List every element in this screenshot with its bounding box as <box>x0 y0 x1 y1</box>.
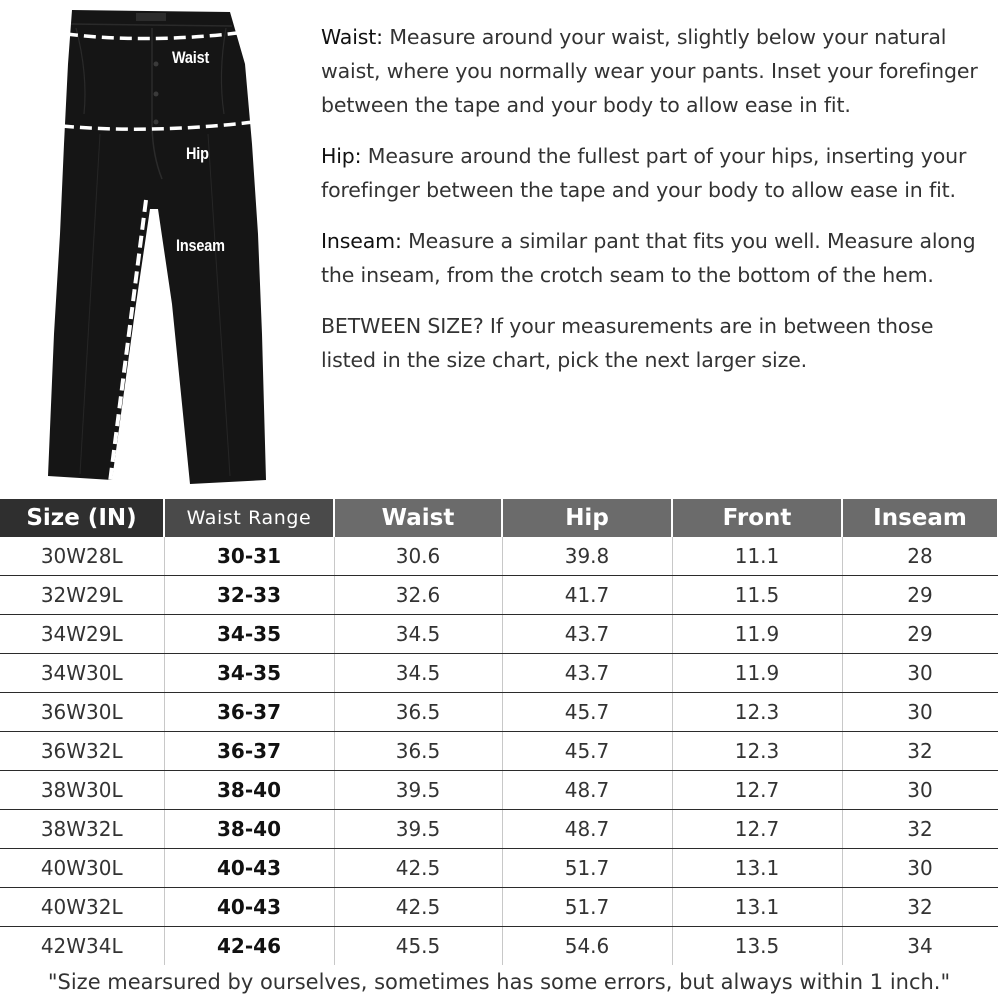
inseam-cell: 32 <box>842 732 998 771</box>
hip-instruction <box>321 139 981 207</box>
front-cell: 12.3 <box>672 732 842 771</box>
front-cell: 11.5 <box>672 576 842 615</box>
waist-range-cell: 34-35 <box>164 654 334 693</box>
waist-range-cell: 30-31 <box>164 537 334 576</box>
inseam-cell: 30 <box>842 693 998 732</box>
inseam-cell: 30 <box>842 654 998 693</box>
front-cell: 12.3 <box>672 693 842 732</box>
waist-cell: 34.5 <box>334 654 502 693</box>
header-waist: Waist <box>334 499 502 537</box>
hip-figure-label: Hip <box>186 144 209 163</box>
hip-cell: 51.7 <box>502 849 672 888</box>
between-size-note: BETWEEN SIZE? If your measurements are in between those listed in the size chart, pick the next larger size. <box>321 314 934 372</box>
waist-cell: 42.5 <box>334 888 502 927</box>
waist-range-cell: 32-33 <box>164 576 334 615</box>
size-chart-table <box>0 499 998 965</box>
waist-range-cell: 36-37 <box>164 732 334 771</box>
pants-illustration <box>40 4 280 490</box>
waist-range-cell: 40-43 <box>164 849 334 888</box>
front-cell: 13.1 <box>672 849 842 888</box>
table-row <box>0 771 998 810</box>
table-row <box>0 537 998 576</box>
front-cell: 13.1 <box>672 888 842 927</box>
hip-term: Hip: <box>321 144 362 168</box>
table-header-row <box>0 499 998 537</box>
waist-cell: 36.5 <box>334 693 502 732</box>
header-front: Front <box>672 499 842 537</box>
inseam-term: Inseam: <box>321 229 402 253</box>
front-cell: 11.1 <box>672 537 842 576</box>
waist-cell: 30.6 <box>334 537 502 576</box>
inseam-cell: 29 <box>842 615 998 654</box>
size-cell: 40W30L <box>0 849 164 888</box>
table-row <box>0 693 998 732</box>
inseam-cell: 29 <box>842 576 998 615</box>
waist-cell: 39.5 <box>334 810 502 849</box>
inseam-instruction <box>321 224 981 292</box>
size-cell: 42W34L <box>0 927 164 966</box>
size-cell: 32W29L <box>0 576 164 615</box>
waist-range-cell: 38-40 <box>164 810 334 849</box>
front-cell: 11.9 <box>672 654 842 693</box>
header-inseam: Inseam <box>842 499 998 537</box>
waist-range-cell: 40-43 <box>164 888 334 927</box>
waist-range-cell: 34-35 <box>164 615 334 654</box>
pants-shape <box>48 10 266 484</box>
table-row <box>0 654 998 693</box>
table-row <box>0 927 998 966</box>
waist-instruction <box>321 20 981 122</box>
hip-text: Measure around the fullest part of your hips, inserting your forefinger between the tape and your body to allow ease in fit. <box>321 144 967 202</box>
size-cell: 34W29L <box>0 615 164 654</box>
hip-cell: 51.7 <box>502 888 672 927</box>
header-size: Size (IN) <box>0 499 164 537</box>
inseam-cell: 28 <box>842 537 998 576</box>
hip-cell: 43.7 <box>502 654 672 693</box>
size-cell: 30W28L <box>0 537 164 576</box>
front-cell: 11.9 <box>672 615 842 654</box>
waist-cell: 32.6 <box>334 576 502 615</box>
hip-cell: 45.7 <box>502 693 672 732</box>
waist-cell: 39.5 <box>334 771 502 810</box>
waist-cell: 36.5 <box>334 732 502 771</box>
waist-term: Waist: <box>321 25 383 49</box>
inseam-cell: 34 <box>842 927 998 966</box>
hip-cell: 39.8 <box>502 537 672 576</box>
table-row <box>0 576 998 615</box>
hip-cell: 45.7 <box>502 732 672 771</box>
size-cell: 38W32L <box>0 810 164 849</box>
size-cell: 36W32L <box>0 732 164 771</box>
waist-text: Measure around your waist, slightly below your natural waist, where you normally wear your pants. Inset your forefinger between the tape and your body to allow ease in fit. <box>321 25 978 117</box>
waist-range-cell: 42-46 <box>164 927 334 966</box>
waist-cell: 42.5 <box>334 849 502 888</box>
table-row <box>0 849 998 888</box>
measurement-disclaimer: "Size mearsured by ourselves, sometimes has some errors, but always within 1 inch." <box>47 970 951 994</box>
header-hip: Hip <box>502 499 672 537</box>
front-cell: 12.7 <box>672 810 842 849</box>
waist-figure-label: Waist <box>172 48 210 67</box>
front-cell: 12.7 <box>672 771 842 810</box>
hip-cell: 43.7 <box>502 615 672 654</box>
waist-range-cell: 36-37 <box>164 693 334 732</box>
table-row <box>0 732 998 771</box>
inseam-cell: 30 <box>842 849 998 888</box>
inseam-cell: 30 <box>842 771 998 810</box>
waist-cell: 45.5 <box>334 927 502 966</box>
hip-cell: 41.7 <box>502 576 672 615</box>
hip-cell: 48.7 <box>502 771 672 810</box>
hip-cell: 48.7 <box>502 810 672 849</box>
inseam-figure-label: Inseam <box>176 236 225 255</box>
size-cell: 36W30L <box>0 693 164 732</box>
inseam-cell: 32 <box>842 888 998 927</box>
pants-drawing <box>40 4 280 490</box>
header-waist-range: Waist Range <box>164 499 334 537</box>
table-row <box>0 888 998 927</box>
size-cell: 34W30L <box>0 654 164 693</box>
hip-cell: 54.6 <box>502 927 672 966</box>
table-row <box>0 810 998 849</box>
waist-cell: 34.5 <box>334 615 502 654</box>
measurement-instructions <box>321 20 981 394</box>
inseam-text: Measure a similar pant that fits you well. Measure along the inseam, from the crotch seam to the bottom of the hem. <box>321 229 976 287</box>
waist-range-cell: 38-40 <box>164 771 334 810</box>
size-cell: 38W30L <box>0 771 164 810</box>
inseam-cell: 32 <box>842 810 998 849</box>
front-cell: 13.5 <box>672 927 842 966</box>
size-cell: 40W32L <box>0 888 164 927</box>
table-row <box>0 615 998 654</box>
